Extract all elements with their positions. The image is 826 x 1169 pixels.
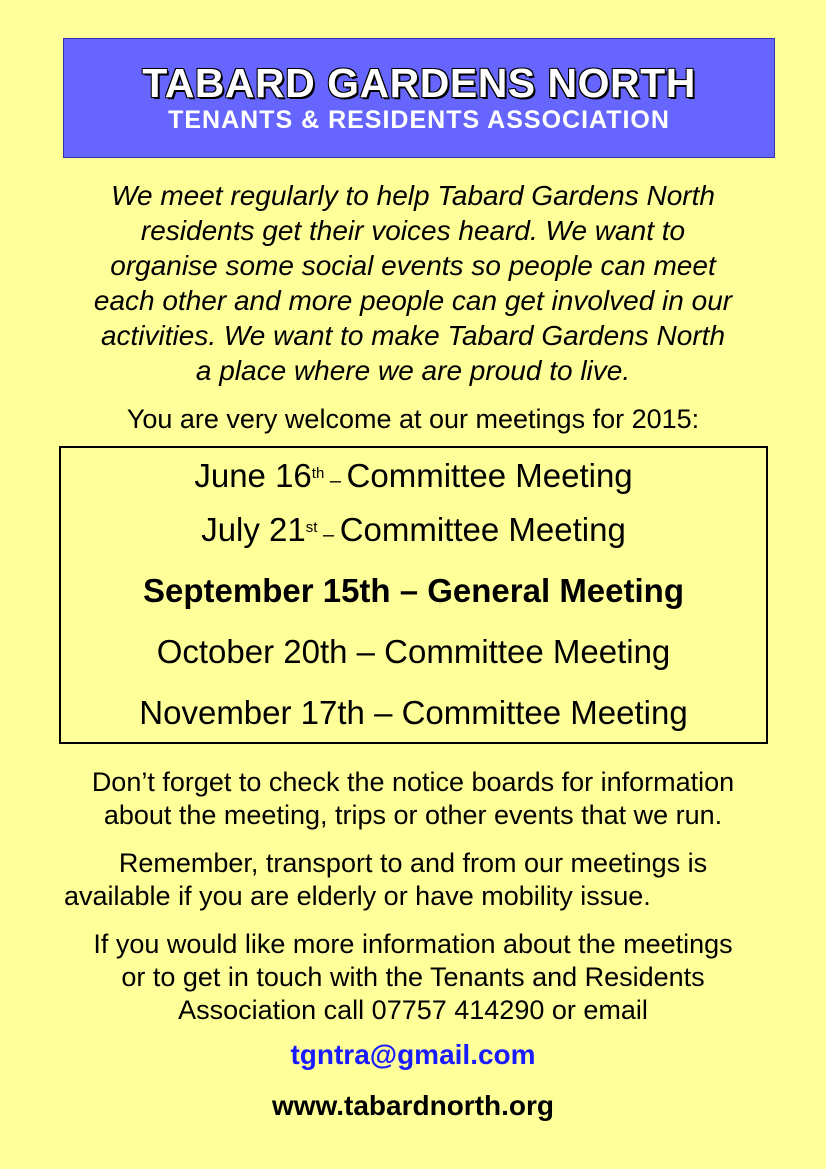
meeting-type: Committee Meeting: [339, 511, 626, 548]
intro-line: each other and more people can get involved in our: [93, 285, 733, 316]
meeting-item: [61, 456, 766, 501]
welcome-text: You are very welcome at our meetings for 2015:: [126, 404, 700, 434]
contact-line: or to get in touch with the Tenants and Residents: [121, 962, 705, 992]
intro-line: activities. We want to make Tabard Gardens North: [100, 320, 726, 351]
notice-line: Don’t forget to check the notice boards for information: [91, 767, 735, 797]
meeting-dash: –: [324, 470, 347, 492]
contact-paragraph: [40, 928, 786, 1027]
meetings-box: [59, 446, 768, 744]
header-banner: [63, 38, 775, 158]
meeting-item: November 17th – Committee Meeting: [139, 694, 688, 731]
intro-line: a place where we are proud to live.: [195, 355, 631, 386]
contact-line: Association call 07757 414290 or email: [178, 995, 648, 1025]
contact-line: If you would like more information about the meetings: [93, 929, 733, 959]
page-subtitle: TENANTS & RESIDENTS ASSOCIATION: [168, 106, 670, 134]
meeting-type: Committee Meeting: [346, 457, 633, 494]
intro-line: residents get their voices heard. We want to: [140, 215, 686, 246]
meeting-item-general: September 15th – General Meeting: [142, 572, 684, 609]
meeting-date: July 21: [201, 511, 306, 548]
date-suffix: st: [305, 519, 318, 536]
meeting-item: October 20th – Committee Meeting: [156, 633, 671, 670]
transport-paragraph: [40, 847, 786, 913]
transport-line: Remember, transport to and from our meetings is: [118, 848, 708, 878]
intro-line: organise some social events so people can meet: [110, 250, 716, 281]
intro-line: We meet regularly to help Tabard Gardens North: [111, 180, 715, 211]
intro-paragraph: [40, 178, 786, 388]
transport-line: available if you are elderly or have mobility issue.: [64, 881, 651, 911]
date-suffix: th: [311, 465, 325, 482]
meeting-date: June 16: [194, 457, 312, 494]
website-link[interactable]: www.tabardnorth.org: [271, 1090, 555, 1121]
notice-paragraph: [40, 766, 786, 832]
meeting-item: [61, 510, 766, 555]
email-link[interactable]: tgntra@gmail.com: [290, 1039, 536, 1070]
notice-line: about the meeting, trips or other events that we run.: [103, 800, 723, 830]
meeting-dash: –: [317, 524, 340, 546]
page-title: TABARD GARDENS NORTH: [142, 60, 696, 106]
